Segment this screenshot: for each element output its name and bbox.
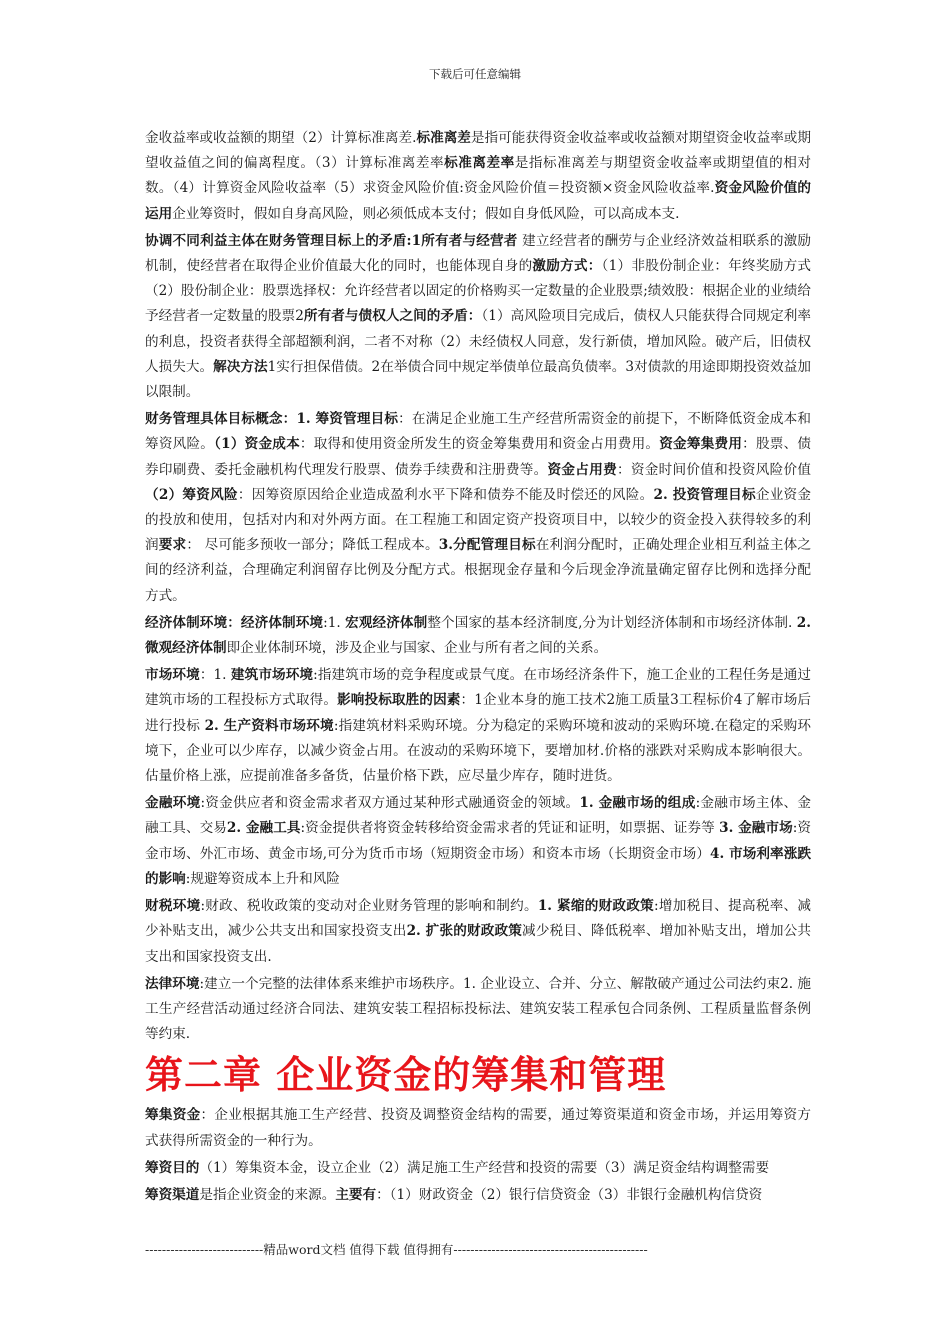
bold-term: 筹集资金 [145,1107,201,1124]
bold-term: 法律环境 [145,975,200,992]
bold-term: （1）资金成本 [214,436,300,453]
bold-term: 2. 生产资料市场环境 [204,717,334,734]
text-run: 是指可能获得资金收益率或收益额对期望资金收益率或期望收益值之间的偏离程度。（3）计算标准离差率 [145,130,812,172]
text-run: :增加税目、提高税率、减少补贴支出，减少公共支出和国家投资支出 [145,898,812,940]
bold-term: 筹资渠道 [145,1186,200,1203]
text-run: 是指企业资金的来源。 [199,1186,336,1203]
text-run: 是指标准离差与期望资金收益率或期望值的相对数。（4）计算资金风险收益率（5）求资金风险价值:资金风险价值＝投资额×资金风险收益率. [145,155,812,197]
paragraph [145,1156,811,1181]
chapter-title: 第二章 企业资金的筹集和管理 [145,1052,667,1098]
paragraph [145,229,811,405]
page-footer: ----------------------------精品word文档 值得下载 值得拥有---------------------------------------------- [145,1242,648,1257]
bold-term: 2. 扩张的财政政策 [406,923,523,940]
text-run: ：股票、债券印刷费、委托金融机构代理发行股票、债券手续费和注册费等。 [145,436,812,478]
text-run: 1实行担保借债。2在举债合同中规定举债单位最高负债率。3对债款的用途即期投资效益加以限制。 [145,358,811,401]
text-run: （1）非股份制企业：年终奖励方式（2）股份制企业：股票选择权：允许经营者以固定的价格购买一定数量的企业股票;绩效股：根据企业的业绩给予经营者一定数量的股票2 [145,258,812,325]
bold-term: 资金占用费 [547,461,617,478]
bold-term: 宏观经济体制 [345,614,428,631]
paragraph [145,407,811,609]
text-run: 企业资金的投放和使用，包括对内和对外两方面。在工程施工和固定资产投资项目中，以较少的资金投入获得较多的利润 [145,486,812,554]
text-run: :1. [323,614,346,631]
text-run: ：企业根据其施工生产经营、投资及调整资金结构的需要，通过筹资渠道和资金市场，并运用筹资方式获得所需资金的一种行为。 [145,1107,812,1149]
text-run: :指建筑材料采购环境。分为稳定的采购环境和波动的采购环境.在稳定的采购环境下，企业可以少库存，以减少资金占用。在波动的采购环境下，要增加材.价格的涨跌对采购成本影响很大。估量价格上涨，应提前准备多备货，估量价格下跌，应尽量少库存，随时进货。 [145,717,811,785]
text-run: ：资金时间价值和投资风险价值 [616,461,811,478]
text-run: 即企业体制环境，涉及企业与国家、企业与所有者之间的关系。 [226,640,608,657]
text-run: :金融市场主体、金融工具、交易 [145,795,812,837]
bold-term: 主要有 [335,1186,377,1203]
paragraph [145,894,811,970]
paragraph [145,791,811,892]
chapter-one-section [145,126,811,1047]
bold-term: 筹资目的 [145,1159,200,1176]
text-run: :建立一个完整的法律体系来维护市场秩序。1. 企业设立、合并、分立、解散破产通过公司法约束2. 施工生产经营活动通过经济合同法、建筑安装工程招标投标法、建筑安装工程承包合同条例、工程质量监督条例等约束. [145,975,812,1043]
paragraph [145,126,811,227]
bold-term: 协调不同利益主体在财务管理目标上的矛盾:1所有者与经营者 [145,232,518,249]
document-body [145,126,811,1210]
bold-term: 1. 金融市场的组成 [579,795,696,812]
bold-term: 市场环境 [145,667,200,684]
bold-term: 要求 [158,537,187,554]
text-run: （1）高风险项目完成后，债权人只能获得合同规定利率的利息，投资者获得全部超额利润，二者不对称（2）未经债权人同意，发行新债，增加风险。破产后，旧债权人损失大。 [145,308,811,375]
text-run: ：（1）财政资金（2）银行信贷资金（3）非银行金融机构信贷资 [376,1186,763,1203]
text-run: ：取得和使用资金所发生的资金筹集费用和资金占用费用。 [299,436,660,453]
bold-term: 2. 金融工具 [226,820,301,837]
paragraph [145,1103,811,1153]
bold-term: 3.分配管理目标 [438,537,536,554]
bold-term: （2）筹资风险 [145,486,238,503]
text-run: 企业筹资时，假如自身高风险，则必须低成本支付；假如自身低风险，可以高成本支. [172,205,680,222]
text-run: （1）筹集资本金，设立企业（2）满足施工生产经营和投资的需要（3）满足资金结构调整需要 [199,1159,770,1176]
page-header: 下载后可任意编辑 [429,67,521,81]
text-run: :资金市场、外汇市场、黄金市场,可分为货币市场（短期资金市场）和资本市场（长期资金市场） [145,820,811,862]
bold-term: 激励方式： [532,258,602,275]
text-run: :指建筑市场的竞争程度或景气度。在市场经济条件下，施工企业的工程任务是通过建筑市场的工程投标方式取得。 [145,667,812,709]
text-run: ：1. [199,667,231,684]
bold-term: 建筑市场环境 [230,667,314,684]
bold-term: 经济体制环境：经济体制环境 [145,614,324,631]
paragraph [145,663,811,789]
paragraph [145,611,811,661]
bold-term: 1. 紧缩的财政政策 [537,898,655,915]
bold-term: 金融环境 [145,795,201,812]
text-run: 建立经营者的酬劳与企业经济效益相联系的激励机制，使经营者在取得企业价值最大化的同时，也能体现自身的 [145,232,811,275]
text-run: 金收益率或收益额的期望（2）计算标准离差. [145,130,417,146]
text-run: :资金提供者将资金转移给资金需求者的凭证和证明，如票据、证券等 [300,820,720,837]
chapter-two-section [145,1103,811,1208]
bold-term: 4. 市场利率涨跌的影响 [145,845,811,887]
bold-term: 2. 投资管理目标 [653,486,756,503]
bold-term: 3. 金融市场 [719,820,793,837]
paragraph [145,972,811,1048]
bold-term: 解决方法 [213,358,268,375]
bold-term: 资金筹集费用 [659,436,743,453]
bold-term: 标准离差 [416,130,471,146]
text-run: 减少税目、降低税率、增加补贴支出，增加公共支出和国家投资支出. [145,923,811,965]
text-run: ：1企业本身的施工技术2施工质量3工程标价4了解市场后进行投标 [145,692,812,734]
text-run: ： 尽可能多预收一部分；降低工程成本。 [186,537,439,554]
text-run: :财政、税收政策的变动对企业财务管理的影响和制约。 [200,898,538,915]
text-run: :资金供应者和资金需求者双方通过某种形式融通资金的领域。 [200,795,580,812]
text-run: 整个国家的基本经济制度,分为计划经济体制和市场经济体制. [427,614,797,631]
paragraph [145,1183,811,1208]
text-run: ：因筹资原因给企业造成盈利水平下降和债券不能及时偿还的风险。 [237,486,654,503]
bold-term: 财税环境 [145,898,201,915]
text-run: ：在满足企业施工生产经营所需资金的前提下，不断降低资金成本和筹资风险。 [145,411,811,453]
bold-term: 所有者与债权人之间的矛盾： [303,308,482,325]
bold-term: 资金风险价值的运用 [145,180,811,222]
text-run: :规避筹资成本上升和风险 [185,870,340,887]
bold-term: 影响投标取胜的因素 [337,692,461,709]
text-run: 在利润分配时，正确处理企业相互利益主体之间的经济利益，合理确定利润留存比例及分配方式。根据现金存量和今后现金净流量确定留存比例和选择分配方式。 [145,537,812,604]
bold-term: 财务管理具体目标概念：1. 筹资管理目标 [145,411,399,428]
bold-term: 2. 微观经济体制 [145,614,811,657]
bold-term: 标准离差率 [444,155,515,172]
